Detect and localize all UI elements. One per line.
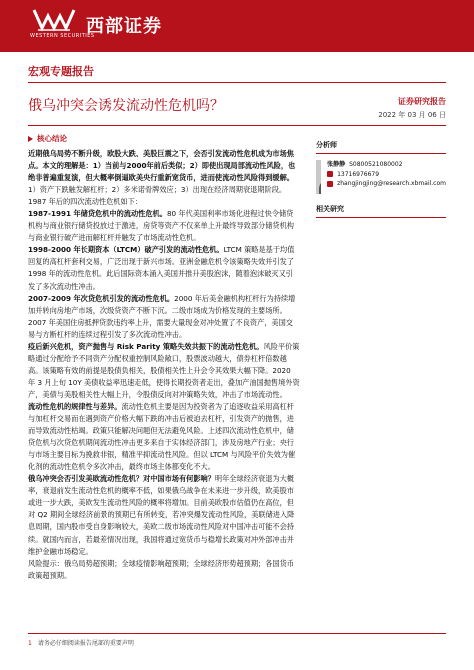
- analyst-heading: 分析师: [316, 140, 446, 154]
- phone-icon: [327, 171, 333, 177]
- paragraph-text: 流动性危机主要是因为投资者为了追逐收益采用高杠杆与加杠杆交易而在遇到资产价格大幅下跌的冲击后被迫去杠杆，引发资产的抛售，进而导致流动性枯竭。政策只能解决问题但无法避免风险。上述四次流动性危机中，储贷危机与次贷危机期间流动性冲击更多来自于实体经济部门，涉及房地产行业；央行与市场主要目标为挽救非银，精准平抑流动性风险。但以 LTCM 与风险平价失效为催化剂的流动性危机令多次冲击，最终市场主体都变化不大。: [28, 401, 296, 472]
- paragraph: [28, 341, 300, 401]
- core-conclusion-body: [28, 148, 300, 582]
- divider: [28, 633, 446, 634]
- paragraph-text: 明年全球经济衰退为大概率，衰退前发生流动性危机的概率不低，如果俄乌战争在未来进一步升级，欧美股市或进一步大跌，美欧发生流动性风险的概率将增加。目前美欧股市估值仍在高位，但对 Q2 期间全球经济前景的预期已有所转变，若冲突爆发流动性风险，美联储进入降息周期，国内股市受自身影响较大，美欧二级市场流动性风险对中国冲击可能不会持续。就国内而言，若最差情况出现，我国将通过宽货币与稳增长政策对冲外部冲击并维护金融市场稳定。: [28, 474, 295, 556]
- analyst-phone: 13716976679: [337, 170, 380, 178]
- report-date: 2022 年 03 月 06 日: [378, 111, 446, 119]
- analyst-phone-row: [327, 170, 446, 180]
- paragraph-text: 风险提示：俄乌局势超预期；全球疫情影响超预期；全球经济形势超预期；各国货币政策超预期。: [28, 558, 294, 580]
- related-research-heading: 相关研究: [316, 204, 446, 218]
- paragraph-text: 80 年代美国利率市场化进程过快令储贷机构与商业银行储贷投放过于激进，房贷等资产不仅来单上升最终导致部分储贷机构与商业银行破产进而解杠杆并触发了市场流动性危机。: [28, 209, 294, 243]
- footer: [28, 638, 134, 647]
- report-type: 宏观专题报告: [28, 65, 94, 78]
- paragraph-text: 1）资产下跌触发解杠杆；2）多米诺骨牌效应；3）出现在经济周期衰退期阶段。1987 年后的四次流动性危机如下：: [28, 185, 287, 207]
- triangle-bullet-icon: [28, 136, 33, 142]
- paragraph-bold: 流动性危机的规律性与差异。: [28, 401, 122, 411]
- divider: [28, 125, 446, 126]
- paragraph: [28, 208, 300, 244]
- paragraph: [28, 148, 300, 208]
- risk-warning: [28, 558, 300, 582]
- sidebar: [316, 140, 446, 218]
- report-label: 证券研究报告: [398, 97, 446, 106]
- core-heading-text: 核心结论: [37, 134, 67, 143]
- western-securities-logo-icon: [28, 6, 80, 46]
- page-number: 1: [28, 640, 32, 647]
- paragraph-bold: 2007-2009 年次贷危机引发的流动性危机。: [28, 293, 175, 303]
- page-title: 俄乌冲突会诱发流动性危机吗？: [28, 98, 224, 114]
- paragraph-text: 2000 年后美金融机构杠杆行为持续增加并转向房地产市场，次级贷资产不断下沉。二级市场成为价格发现的主要场所。2007 年美国住房抵押贷款违约率上升，需要大量现金对冲处置了不良资产，美国交易与方断杠杆的连续过程引发了多次流动性冲击。: [28, 293, 296, 339]
- paragraph-text: 风险平价策略通过分配给予不同资产分配权重控制风险敞口，股票波动越大，债券杠杆倍数越高。该策略有效的前提是股债负相关，股债相关性上升会令其效果大幅下降。2020 年 3 月上旬 10Y 美债收益率迅速走低，使得长期投资者走出，叠加产油国抛售境外资产，美债与美股相关性大幅上升，令股债反向对冲策略失效，冲击了市场流动性。: [28, 341, 300, 399]
- analyst-email-row[interactable]: [327, 179, 446, 189]
- core-conclusion-heading: [28, 133, 67, 144]
- paragraph-bold: 近期俄乌局势不断升级，欧股大跌、美股巨震之下，会否引发流动性危机成为市场焦点。本文的理解是：1）当前与2000年前后类似；2）即使出现局部流动性风险，也绝非普遍重复演，但大概率倒逼欧美央行重新宽货币，进而使流动性风险得到缓解。: [28, 149, 296, 183]
- paragraph: [28, 401, 300, 473]
- analyst-info: [327, 160, 446, 194]
- paragraph: [28, 244, 300, 292]
- paragraph-text: LTCM 策略是基于均值回复的高杠杆套利交易，广泛出现于新兴市场。亚洲金融危机令该策略失效并引发了 1998 年的流动性危机。此后国际资本涌入美国并推升美股泡沫，随着泡沫破灭又引发了多次流动性冲击。: [28, 245, 295, 291]
- paragraph-bold: 疫后新兴危机，资产抛售与 Risk Parity 策略失效共振下的流动性危机。: [28, 341, 264, 351]
- paragraph-bold: 俄乌冲突会否引发美欧流动性危机？对中国市场有何影响？: [28, 474, 215, 484]
- logo-chinese-text: 西部证券: [86, 16, 162, 37]
- analyst-card: [316, 160, 446, 194]
- analyst-avatar: [316, 160, 321, 194]
- email-icon: [327, 181, 333, 187]
- analyst-name: 张静静: [327, 161, 346, 168]
- analyst-email[interactable]: zhangjingjing@research.xbmail.com: [337, 180, 446, 187]
- paragraph: [28, 293, 300, 341]
- logo-english-text: WESTERN SECURITIES: [30, 33, 95, 39]
- analyst-cert: S0800521080002: [349, 161, 403, 168]
- paragraph-bold: 1998-2000 年长期资本（LTCM）破产引发的流动性危机。: [28, 245, 224, 255]
- analyst-name-row: [327, 160, 446, 170]
- paragraph: [28, 473, 300, 557]
- divider: [28, 82, 446, 83]
- footer-note: 请务必仔细阅读报告尾部的重要声明: [37, 640, 134, 647]
- paragraph-bold: 1987-1991 年储贷危机中的流动性危机。: [28, 209, 167, 219]
